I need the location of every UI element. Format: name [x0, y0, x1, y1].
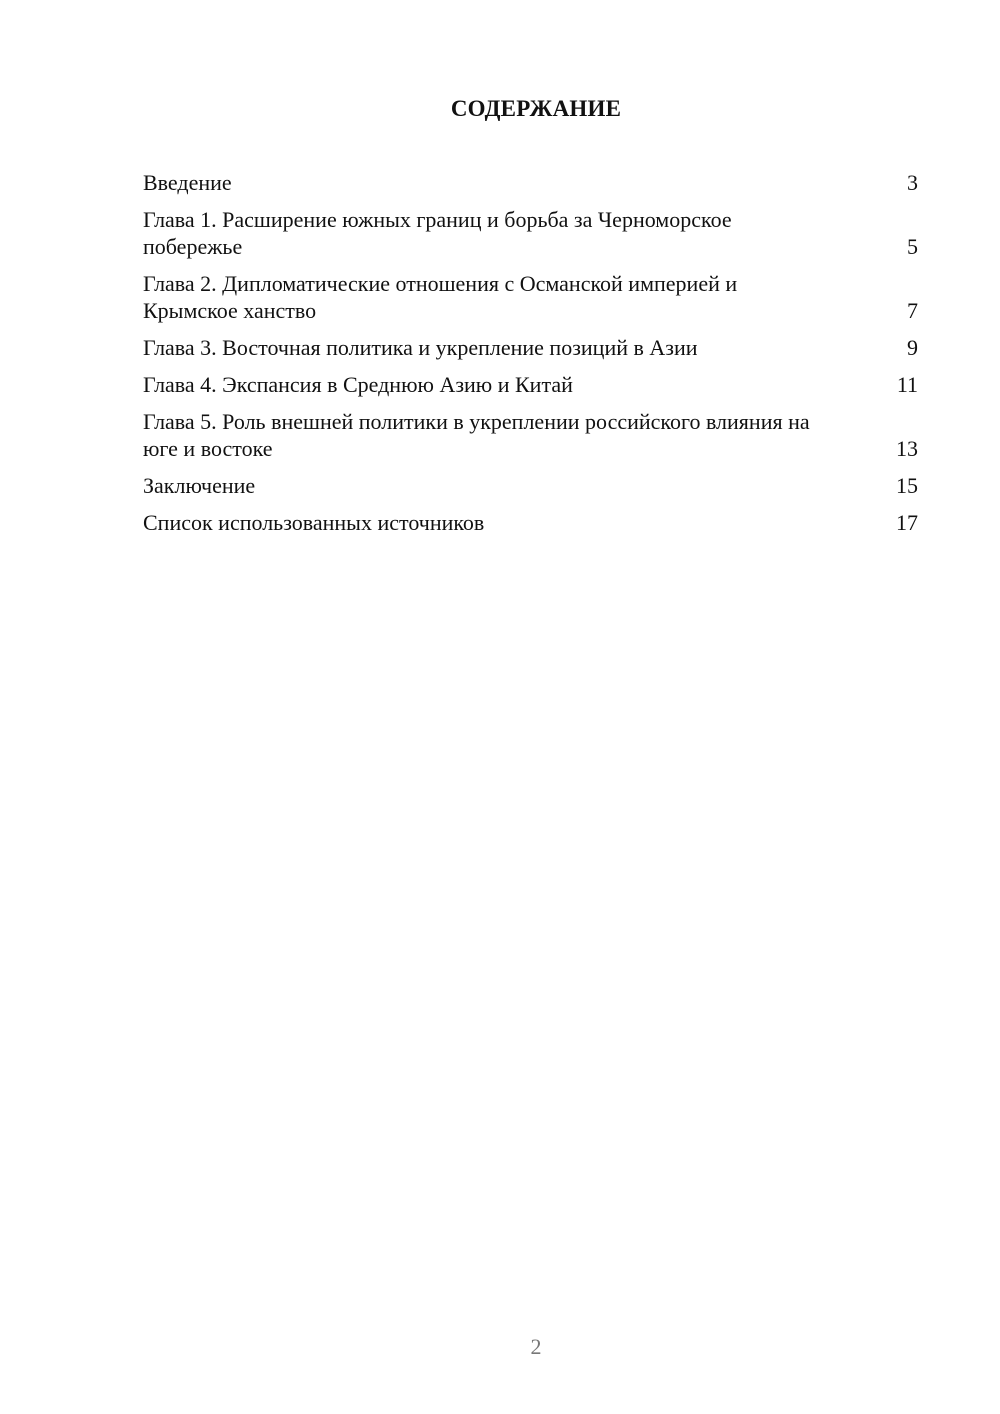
toc-entry-page: 9 [907, 335, 918, 360]
toc-entry-chapter-4 [143, 371, 918, 398]
toc-entry-label: Введение [143, 170, 232, 195]
toc-entry-chapter-1 [143, 206, 918, 260]
toc-entry-chapter-2 [143, 270, 918, 324]
toc-entry-page: 13 [896, 436, 918, 461]
page-title: СОДЕРЖАНИЕ [450, 96, 622, 121]
toc-entry-page: 3 [907, 170, 918, 195]
page-number: 2 [530, 1334, 542, 1359]
toc-entry-label: Глава 2. Дипломатические отношения с Османской империей и Крымское ханство [143, 271, 738, 323]
toc-entry-page: 5 [907, 234, 918, 259]
toc-entry-label: Глава 4. Экспансия в Среднюю Азию и Китай [143, 372, 573, 397]
toc-entry-introduction [143, 169, 918, 196]
toc-entry-page: 15 [896, 473, 918, 498]
toc-entry-label: Глава 1. Расширение южных границ и борьба за Черноморское побережье [143, 207, 732, 259]
toc-entry-page: 17 [896, 510, 918, 535]
table-of-contents [143, 169, 918, 546]
toc-entry-conclusion [143, 472, 918, 499]
toc-entry-sources [143, 509, 918, 536]
toc-entry-chapter-5 [143, 408, 918, 462]
toc-entry-page: 7 [907, 298, 918, 323]
toc-entry-label: Глава 3. Восточная политика и укрепление позиций в Азии [143, 335, 698, 360]
toc-entry-label: Глава 5. Роль внешней политики в укреплении российского влияния на юге и востоке [143, 409, 810, 461]
toc-entry-label: Заключение [143, 473, 256, 498]
toc-entry-page: 11 [896, 372, 918, 397]
toc-entry-chapter-3 [143, 334, 918, 361]
toc-entry-label: Список использованных источников [143, 510, 485, 535]
